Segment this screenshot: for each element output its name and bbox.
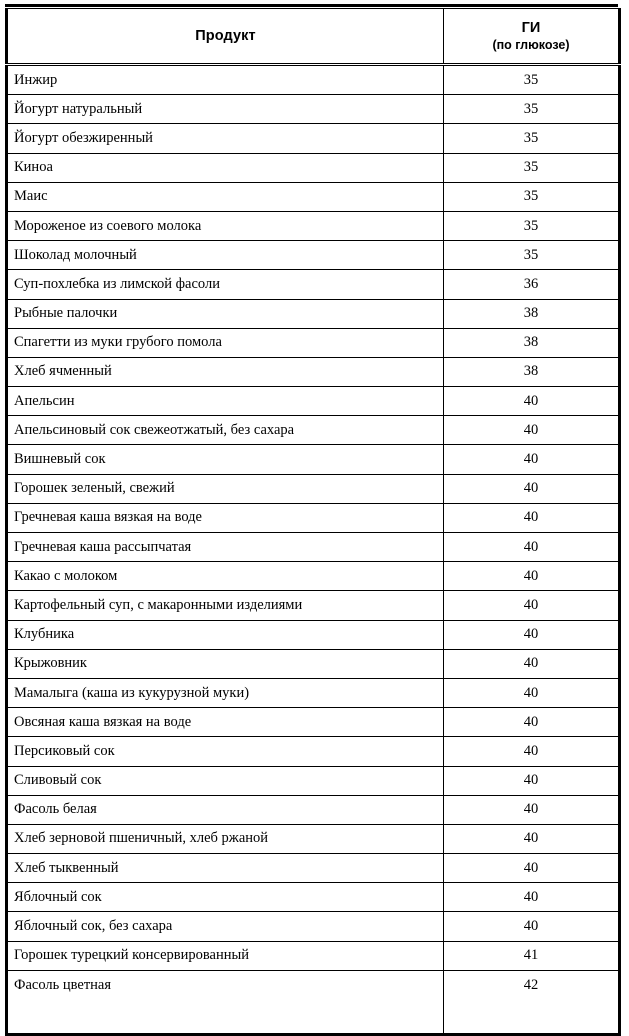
cell-gi-value: 35 xyxy=(444,182,620,211)
cell-product: Апельсиновый сок свежеотжатый, без сахара xyxy=(7,416,444,445)
cell-product: Суп-похлебка из лимской фасоли xyxy=(7,270,444,299)
cell-gi-value: 38 xyxy=(444,299,620,328)
cell-gi-value: 40 xyxy=(444,854,620,883)
table-row xyxy=(7,270,620,299)
table-header-row xyxy=(7,9,620,65)
table-row xyxy=(7,562,620,591)
table-row xyxy=(7,416,620,445)
cell-product: Яблочный сок xyxy=(7,883,444,912)
cell-gi-value: 38 xyxy=(444,328,620,357)
table-row xyxy=(7,970,620,1034)
table-row xyxy=(7,95,620,124)
cell-product: Гречневая каша рассыпчатая xyxy=(7,533,444,562)
column-header-product-label: Продукт xyxy=(195,27,256,44)
cell-product: Персиковый сок xyxy=(7,737,444,766)
cell-product: Картофельный суп, с макаронными изделиями xyxy=(7,591,444,620)
cell-gi-value: 40 xyxy=(444,766,620,795)
cell-product: Горошек зеленый, свежий xyxy=(7,474,444,503)
cell-gi-value: 40 xyxy=(444,620,620,649)
table-top-rule xyxy=(5,4,618,7)
table-row xyxy=(7,153,620,182)
cell-gi-value: 42 xyxy=(444,970,620,1034)
cell-product: Хлеб ячменный xyxy=(7,357,444,386)
table-row xyxy=(7,503,620,532)
cell-product: Хлеб зерновой пшеничный, хлеб ржаной xyxy=(7,824,444,853)
cell-gi-value: 40 xyxy=(444,533,620,562)
table-row xyxy=(7,387,620,416)
cell-product: Рыбные палочки xyxy=(7,299,444,328)
table-row xyxy=(7,620,620,649)
table-row xyxy=(7,124,620,153)
cell-gi-value: 35 xyxy=(444,124,620,153)
table-row xyxy=(7,241,620,270)
cell-gi-value: 40 xyxy=(444,824,620,853)
table-header xyxy=(7,9,620,65)
table-row xyxy=(7,445,620,474)
table-row xyxy=(7,883,620,912)
cell-gi-value: 40 xyxy=(444,474,620,503)
cell-gi-value: 38 xyxy=(444,357,620,386)
cell-gi-value: 40 xyxy=(444,591,620,620)
column-header-product xyxy=(7,9,444,65)
table-row xyxy=(7,328,620,357)
cell-product: Фасоль цветная xyxy=(7,970,444,1034)
cell-product: Какао с молоком xyxy=(7,562,444,591)
table-row xyxy=(7,824,620,853)
cell-gi-value: 36 xyxy=(444,270,620,299)
cell-gi-value: 35 xyxy=(444,95,620,124)
cell-gi-value: 40 xyxy=(444,416,620,445)
cell-gi-value: 40 xyxy=(444,387,620,416)
cell-product: Йогурт натуральный xyxy=(7,95,444,124)
cell-gi-value: 41 xyxy=(444,941,620,970)
table-row xyxy=(7,357,620,386)
cell-product: Вишневый сок xyxy=(7,445,444,474)
cell-product: Крыжовник xyxy=(7,649,444,678)
table-row xyxy=(7,182,620,211)
table-row xyxy=(7,795,620,824)
column-header-gi-sublabel: (по глюкозе) xyxy=(492,37,570,52)
cell-product: Спагетти из муки грубого помола xyxy=(7,328,444,357)
cell-gi-value: 35 xyxy=(444,153,620,182)
cell-gi-value: 40 xyxy=(444,445,620,474)
cell-product: Йогурт обезжиренный xyxy=(7,124,444,153)
cell-gi-value: 35 xyxy=(444,241,620,270)
cell-product: Яблочный сок, без сахара xyxy=(7,912,444,941)
column-header-gi-label: ГИ xyxy=(521,20,541,36)
table-row xyxy=(7,591,620,620)
cell-gi-value: 40 xyxy=(444,737,620,766)
table-row xyxy=(7,299,620,328)
cell-gi-value: 40 xyxy=(444,795,620,824)
glycemic-index-table xyxy=(5,8,621,1036)
cell-product: Клубника xyxy=(7,620,444,649)
cell-product: Мороженое из соевого молока xyxy=(7,211,444,240)
cell-gi-value: 40 xyxy=(444,912,620,941)
cell-product: Мамалыга (каша из кукурузной муки) xyxy=(7,678,444,707)
table-row xyxy=(7,678,620,707)
table-row xyxy=(7,708,620,737)
cell-gi-value: 40 xyxy=(444,503,620,532)
table-row xyxy=(7,854,620,883)
table-row xyxy=(7,737,620,766)
table-row xyxy=(7,941,620,970)
cell-product: Инжир xyxy=(7,65,444,95)
cell-product: Гречневая каша вязкая на воде xyxy=(7,503,444,532)
table-body xyxy=(7,65,620,1035)
column-header-gi xyxy=(444,9,620,65)
table-row xyxy=(7,533,620,562)
table-row xyxy=(7,65,620,95)
cell-product: Овсяная каша вязкая на воде xyxy=(7,708,444,737)
cell-product: Апельсин xyxy=(7,387,444,416)
cell-product: Маис xyxy=(7,182,444,211)
cell-product: Сливовый сок xyxy=(7,766,444,795)
table-row xyxy=(7,649,620,678)
table-row xyxy=(7,912,620,941)
cell-gi-value: 40 xyxy=(444,562,620,591)
cell-gi-value: 35 xyxy=(523,71,539,88)
table-row xyxy=(7,766,620,795)
cell-product: Горошек турецкий консервированный xyxy=(7,941,444,970)
cell-product: Шоколад молочный xyxy=(7,241,444,270)
cell-gi-value: 40 xyxy=(444,678,620,707)
table-row xyxy=(7,211,620,240)
cell-product: Хлеб тыквенный xyxy=(7,854,444,883)
cell-product: Киноа xyxy=(7,153,444,182)
table-row xyxy=(7,474,620,503)
cell-gi-value: 40 xyxy=(444,883,620,912)
cell-product: Фасоль белая xyxy=(7,795,444,824)
cell-gi-value: 35 xyxy=(444,211,620,240)
cell-gi-value: 40 xyxy=(444,649,620,678)
cell-gi-value: 40 xyxy=(444,708,620,737)
